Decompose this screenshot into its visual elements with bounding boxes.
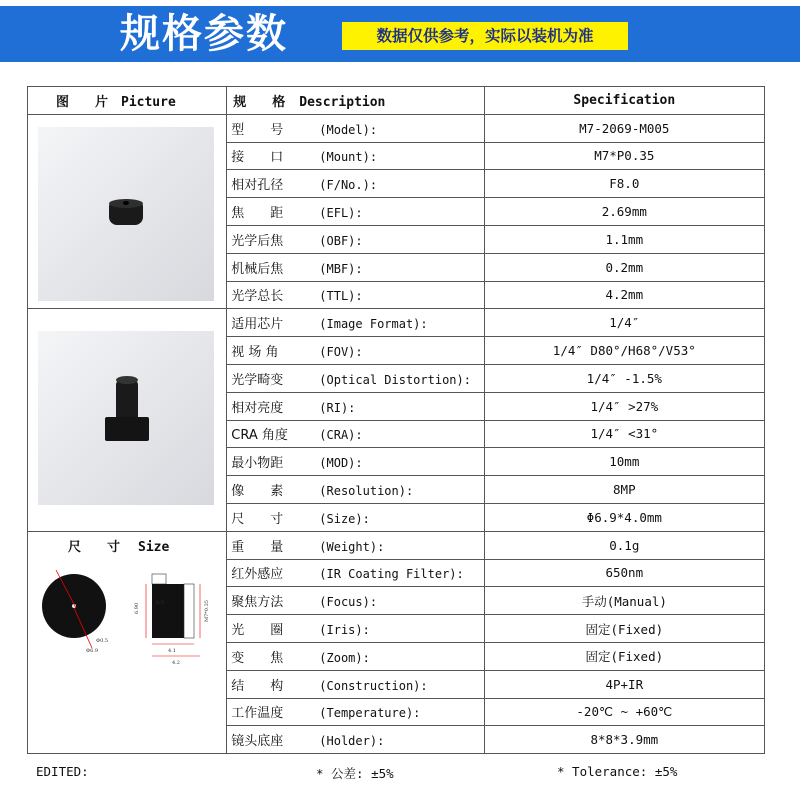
spec-name-cn: 相对亮度 bbox=[231, 400, 284, 416]
spec-value: 1/4″ <31° bbox=[484, 420, 764, 448]
spec-name-en: (FOV): bbox=[319, 345, 363, 360]
spec-value: M7-2069-M005 bbox=[484, 114, 764, 142]
spec-name-en: (CRA): bbox=[319, 428, 363, 443]
table-header-row bbox=[28, 87, 765, 115]
spec-value: 10mm bbox=[484, 448, 764, 476]
side-view-thread bbox=[184, 584, 194, 638]
spec-name-cn: 适用芯片 bbox=[231, 317, 284, 333]
spec-name-en: (F/No.): bbox=[319, 178, 378, 193]
spec-name-en: (Holder): bbox=[319, 734, 385, 749]
size-title bbox=[68, 536, 169, 555]
spec-value: 1/4″ -1.5% bbox=[484, 364, 764, 392]
spec-body bbox=[28, 114, 765, 753]
table-row bbox=[28, 531, 765, 559]
header-specification: Specification bbox=[484, 87, 764, 115]
spec-name-cn: 光学后焦 bbox=[231, 233, 284, 249]
lens-photo-side bbox=[38, 331, 214, 505]
spec-name-cell bbox=[227, 503, 484, 531]
spec-name-cn: 光学总长 bbox=[231, 289, 284, 305]
dim-label-aperture: Φ0.5 bbox=[96, 637, 109, 644]
spec-name-cn: CRA 角度 bbox=[231, 428, 288, 444]
spec-name-en: (IR Coating Filter): bbox=[319, 567, 464, 582]
spec-name-cn: 型 号 bbox=[231, 122, 284, 138]
spec-value: -20℃ ~ +60℃ bbox=[484, 698, 764, 726]
footer-edited: EDITED: bbox=[36, 764, 89, 779]
dim-label-total: 4.2 bbox=[172, 659, 180, 666]
spec-name-en: (Weight): bbox=[319, 539, 385, 554]
dim-label-thread: M7*0.35 bbox=[204, 599, 210, 622]
spec-name-en: (Model): bbox=[319, 122, 378, 137]
dim-label-width: 4.1 bbox=[168, 647, 176, 654]
dim-label-height: 6.90 bbox=[134, 602, 140, 614]
side-view-top bbox=[152, 574, 166, 584]
spec-name-cn: 结 构 bbox=[231, 678, 284, 694]
spec-value: 0.2mm bbox=[484, 253, 764, 281]
spec-name-cn: 相对孔径 bbox=[231, 178, 284, 194]
spec-value: M7*P0.35 bbox=[484, 142, 764, 170]
header-description-cn: 规 格 bbox=[233, 94, 286, 110]
spec-name-cell bbox=[227, 337, 484, 365]
footer-tolerance-en: * Tolerance: ±5% bbox=[557, 764, 678, 779]
spec-name-cell bbox=[227, 142, 484, 170]
table-row bbox=[28, 309, 765, 337]
spec-name-en: (TTL): bbox=[319, 289, 363, 304]
banner bbox=[0, 0, 800, 68]
spec-name-cn: 工作温度 bbox=[231, 706, 284, 722]
spec-value: 2.69mm bbox=[484, 198, 764, 226]
spec-name-en: (RI): bbox=[319, 400, 356, 415]
spec-value: F8.0 bbox=[484, 170, 764, 198]
spec-name-cn: 红外感应 bbox=[231, 567, 284, 583]
spec-value: 1/4″ bbox=[484, 309, 764, 337]
picture-cell-1 bbox=[28, 114, 227, 309]
spec-name-en: (Temperature): bbox=[319, 706, 421, 721]
table-row bbox=[28, 114, 765, 142]
spec-name-cell bbox=[227, 198, 484, 226]
spec-name-cn: 视 场 角 bbox=[231, 345, 279, 361]
spec-name-cn: 光学畸变 bbox=[231, 372, 284, 388]
spec-name-cell bbox=[227, 420, 484, 448]
header-description-en: Description bbox=[299, 94, 386, 110]
spec-value: 4P+IR bbox=[484, 670, 764, 698]
spec-table bbox=[27, 86, 765, 754]
spec-value: 固定(Fixed) bbox=[484, 642, 764, 670]
lens-photo-top bbox=[38, 127, 214, 301]
spec-name-cell bbox=[227, 114, 484, 142]
spec-name-cell bbox=[227, 392, 484, 420]
spec-name-cn: 重 量 bbox=[231, 539, 284, 555]
disclaimer-note: 数据仅供参考，实际以装机为准 bbox=[342, 22, 628, 50]
spec-value: 固定(Fixed) bbox=[484, 615, 764, 643]
dim-label-offset: 0.5 bbox=[156, 599, 164, 606]
spec-value: Φ6.9*4.0mm bbox=[484, 503, 764, 531]
page-title: 规格参数 bbox=[120, 11, 288, 57]
spec-name-cn: 焦 距 bbox=[231, 206, 284, 222]
spec-name-cell bbox=[227, 364, 484, 392]
spec-name-cell bbox=[227, 698, 484, 726]
spec-name-en: (Mount): bbox=[319, 150, 378, 165]
spec-name-en: (OBF): bbox=[319, 233, 363, 248]
header-description bbox=[227, 87, 484, 115]
spec-name-cn: 聚焦方法 bbox=[231, 595, 284, 611]
spec-name-en: (Zoom): bbox=[319, 650, 370, 665]
spec-name-cell bbox=[227, 253, 484, 281]
spec-name-en: (Optical Distortion): bbox=[319, 372, 471, 387]
spec-name-cn: 尺 寸 bbox=[231, 511, 284, 527]
size-title-cn: 尺 寸 bbox=[68, 539, 121, 555]
spec-name-en: (MBF): bbox=[319, 261, 363, 276]
spec-name-cell bbox=[227, 559, 484, 587]
spec-name-en: (Construction): bbox=[319, 678, 428, 693]
lens-holder-base bbox=[105, 417, 149, 441]
spec-value: 1.1mm bbox=[484, 225, 764, 253]
spec-name-cell bbox=[227, 476, 484, 504]
spec-name-en: (MOD): bbox=[319, 456, 363, 471]
spec-name-cn: 镜头底座 bbox=[231, 734, 284, 750]
spec-value: 4.2mm bbox=[484, 281, 764, 309]
spec-value: 1/4″ D80°/H68°/V53° bbox=[484, 337, 764, 365]
spec-value: 0.1g bbox=[484, 531, 764, 559]
spec-name-cn: 变 焦 bbox=[231, 650, 284, 666]
spec-name-cn: 像 素 bbox=[231, 484, 284, 500]
footer-tolerance-cn: * 公差: ±5% bbox=[316, 766, 394, 781]
header-picture: 图 片 Picture bbox=[28, 87, 227, 115]
spec-name-cell bbox=[227, 225, 484, 253]
spec-name-cell bbox=[227, 726, 484, 754]
spec-name-en: (Size): bbox=[319, 511, 370, 526]
spec-value: 650nm bbox=[484, 559, 764, 587]
spec-name-cn: 光 圈 bbox=[231, 623, 284, 639]
size-drawing-cell bbox=[28, 531, 227, 753]
spec-name-cell bbox=[227, 670, 484, 698]
size-title-en: Size bbox=[138, 539, 170, 555]
spec-name-en: (Resolution): bbox=[319, 484, 414, 499]
spec-name-en: (Focus): bbox=[319, 595, 378, 610]
side-view-body bbox=[152, 584, 184, 638]
spec-name-cell bbox=[227, 642, 484, 670]
spec-name-cn: 最小物距 bbox=[231, 456, 284, 472]
spec-value: 1/4″ >27% bbox=[484, 392, 764, 420]
picture-cell-2 bbox=[28, 309, 227, 531]
spec-name-cell bbox=[227, 615, 484, 643]
spec-name-cell bbox=[227, 309, 484, 337]
spec-name-cn: 机械后焦 bbox=[231, 261, 284, 277]
lens-barrel bbox=[116, 379, 138, 421]
spec-name-en: (Image Format): bbox=[319, 317, 428, 332]
spec-value: 8*8*3.9mm bbox=[484, 726, 764, 754]
spec-value: 8MP bbox=[484, 476, 764, 504]
spec-name-cell bbox=[227, 531, 484, 559]
spec-name-cell bbox=[227, 587, 484, 615]
spec-name-cell bbox=[227, 448, 484, 476]
spec-name-en: (EFL): bbox=[319, 206, 363, 221]
spec-name-cell bbox=[227, 170, 484, 198]
dimension-drawing bbox=[34, 556, 220, 668]
spec-value: 手动(Manual) bbox=[484, 587, 764, 615]
lens-aperture bbox=[123, 201, 129, 205]
dim-label-diameter: Φ6.9 bbox=[86, 647, 99, 654]
spec-name-en: (Iris): bbox=[319, 623, 370, 638]
spec-name-cell bbox=[227, 281, 484, 309]
spec-name-cn: 接 口 bbox=[231, 150, 284, 166]
